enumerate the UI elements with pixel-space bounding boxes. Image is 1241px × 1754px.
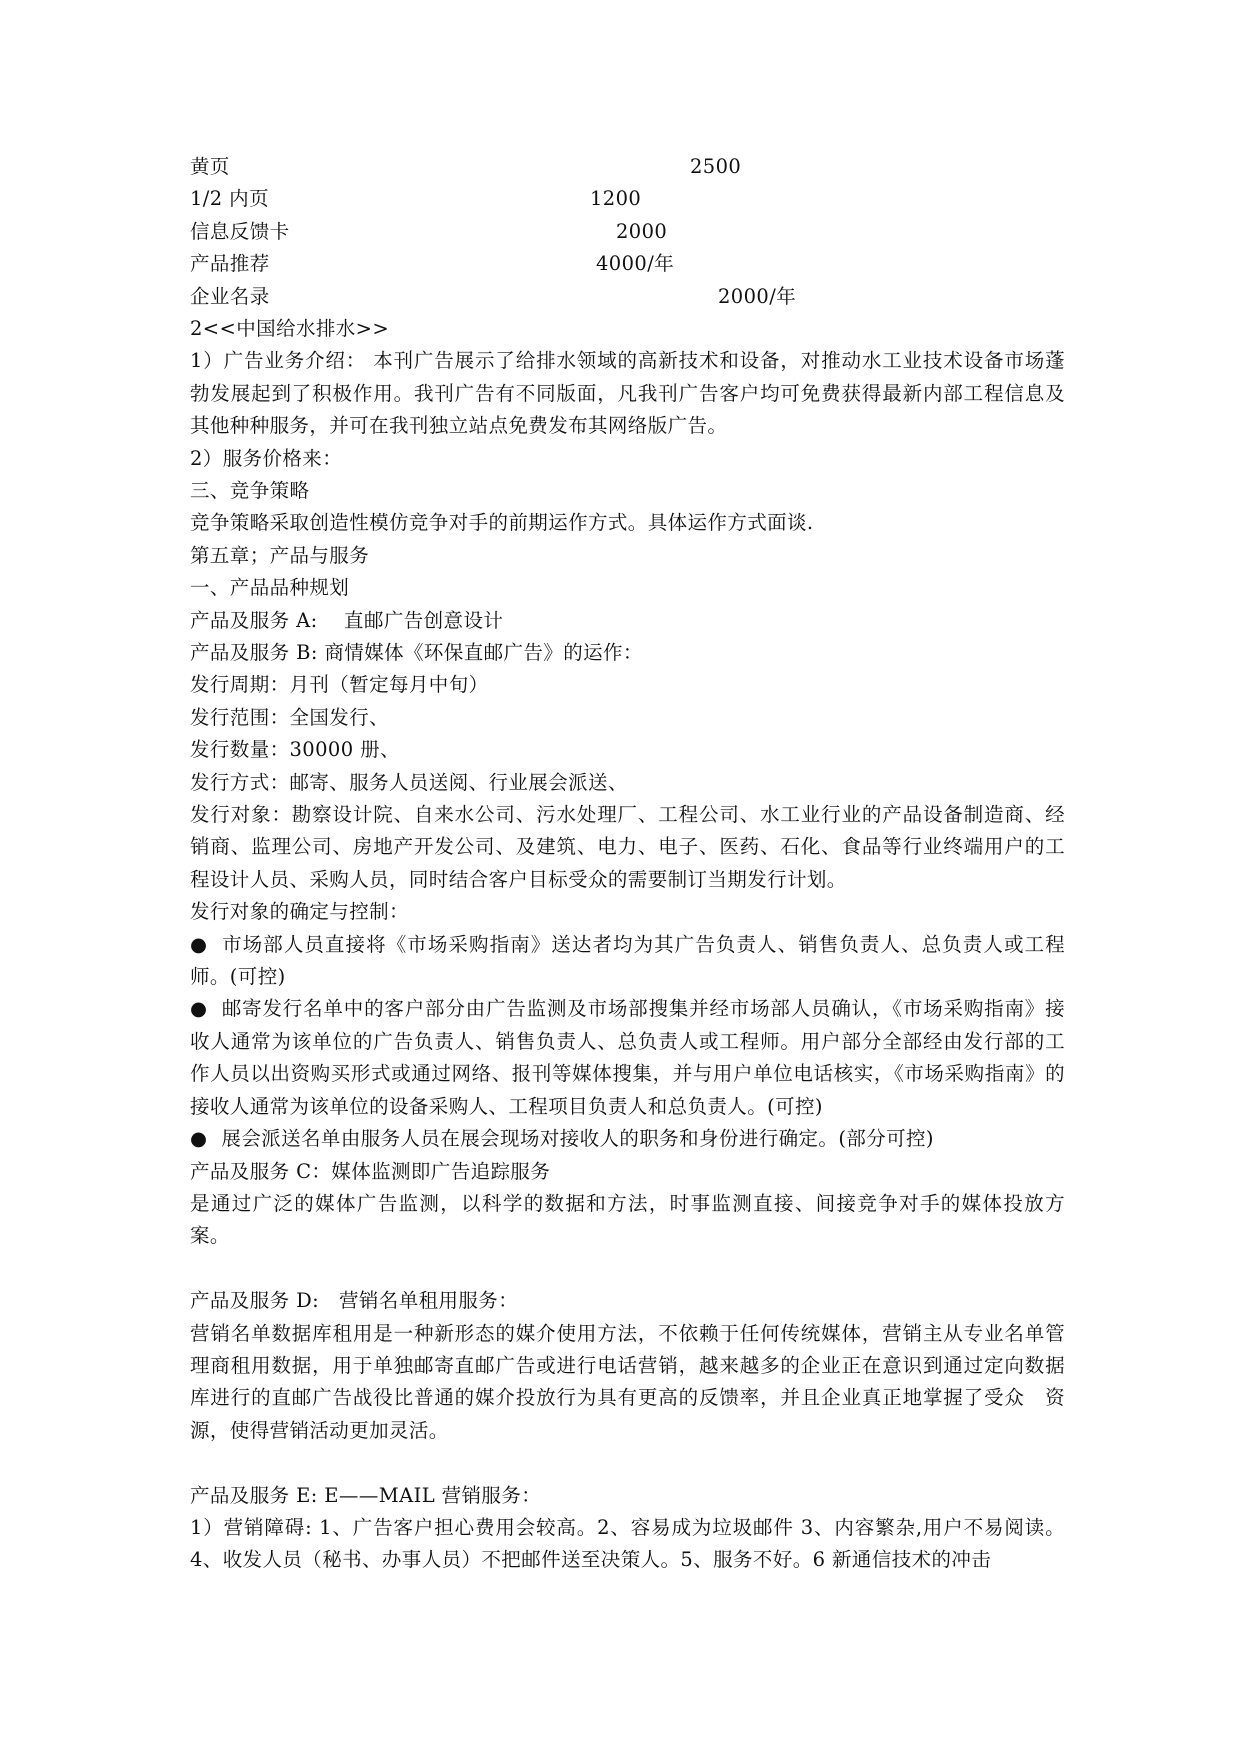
section-title: 2<<中国给水排水>> [190,316,390,340]
service-price-line: 2）服务价格来： [190,446,343,470]
competition-body: 竞争策略采取创造性模仿竞争对手的前期运作方式。具体运作方式面谈. [190,511,814,535]
blank-line [190,1253,1065,1285]
bullet-icon: ● [190,1127,208,1151]
price-label: 信息反馈卡 [190,219,290,243]
issue-cycle: 发行周期：月刊（暂定每月中旬） [190,673,489,697]
bullet-item [190,993,1065,1123]
bullet-item [190,929,1065,994]
price-row-product-recommend [190,248,1065,280]
price-row-feedback-card [190,216,1065,248]
product-c: 产品及服务 C：媒体监测即广告追踪服务 [190,1159,551,1183]
price-row-company-directory [190,281,1065,313]
price-value: 1200 [590,187,642,211]
price-label: 产品推荐 [190,252,270,276]
price-value: 2000/年 [718,284,797,308]
subsection-heading: 一、产品品种规划 [190,576,350,600]
chapter-title: 第五章；产品与服务 [190,543,370,567]
product-c-body: 是通过广泛的媒体广告监测，以科学的数据和方法，时事监测直接、间接竞争对手的媒体投放方案。 [190,1191,1065,1248]
blank-line [190,1447,1065,1479]
bullet-icon: ● [190,932,209,956]
price-label: 1/2 内页 [190,187,269,211]
bullet-text: 市场部人员直接将《市场采购指南》送达者均为其广告负责人、销售负责人、总负责人或工程师。(可控) [190,932,1065,989]
product-e: 产品及服务 E: E——MAIL 营销服务： [190,1483,542,1507]
product-a: 产品及服务 A: 直邮广告创意设计 [190,608,504,632]
bullet-text: 邮寄发行名单中的客户部分由广告监测及市场部搜集并经市场部人员确认，《市场采购指南》接收人通常为该单位的广告负责人、销售负责人、总负责人或工程师。用户部分全部经由发行部的工作人员以出资购买形式或通过网络、报刊等媒体搜集，并与用户单位电话核实，《市场采购指南》的接收人通常为该单位的设备采购人、工程项目负责人和总负责人。(可控) [190,997,1065,1118]
product-d: 产品及服务 D: 营销名单租用服务： [190,1289,519,1313]
price-value: 2000 [616,219,668,243]
price-row-half-page [190,183,1065,215]
issue-target: 发行对象：勘察设计院、自来水公司、污水处理厂、工程公司、水工业行业的产品设备制造商、经销商、监理公司、房地产开发公司、及建筑、电力、电子、医药、石化、食品等行业终端用户的工程设计人员、采购人员，同时结合客户目标受众的需要制订当期发行计划。 [190,803,1065,891]
price-value: 4000/年 [596,252,675,276]
price-row-yellow-pages [190,151,1065,183]
control-title: 发行对象的确定与控制： [190,900,409,924]
price-label: 企业名录 [190,284,270,308]
product-b: 产品及服务 B: 商情媒体《环保直邮广告》的运作： [190,641,643,665]
ad-business-intro: 1）广告业务介绍： 本刊广告展示了给排水领域的高新技术和设备，对推动水工业技术设备市场蓬勃发展起到了积极作用。我刊广告有不同版面，凡我刊广告客户均可免费获得最新内部工程信息及其他种种服务，并可在我刊独立站点免费发布其网络版广告。 [190,349,1065,438]
document-body [190,151,1065,1577]
bullet-icon: ● [190,997,208,1021]
section-heading: 三、竞争策略 [190,478,310,502]
price-value: 2500 [690,155,742,178]
bullet-text: 展会派送名单由服务人员在展会现场对接收人的职务和身份进行确定。(部分可控) [221,1127,934,1151]
product-e-body: 1）营销障碍: 1、广告客户担心费用会较高。2、容易成为垃圾邮件 3、内容繁杂,用户不易阅读。4、收发人员（秘书、办事人员）不把邮件送至决策人。5、服务不好。6 新通信技术的冲击 [190,1515,1065,1572]
issue-quantity: 发行数量：30000 册、 [190,738,400,762]
bullet-item [190,1123,1065,1155]
issue-method: 发行方式：邮寄、服务人员送阅、行业展会派送、 [190,770,628,794]
issue-range: 发行范围：全国发行、 [190,705,390,729]
product-d-body: 营销名单数据库租用是一种新形态的媒介使用方法，不依赖于任何传统媒体，营销主从专业名单管理商租用数据，用于单独邮寄直邮广告或进行电话营销，越来越多的企业正在意识到通过定向数据库进行的直邮广告战役比普通的媒介投放行为具有更高的反馈率，并且企业真正地掌握了受众 资源，使得营销活动更加灵活。 [190,1321,1065,1442]
price-label: 黄页 [190,155,230,178]
